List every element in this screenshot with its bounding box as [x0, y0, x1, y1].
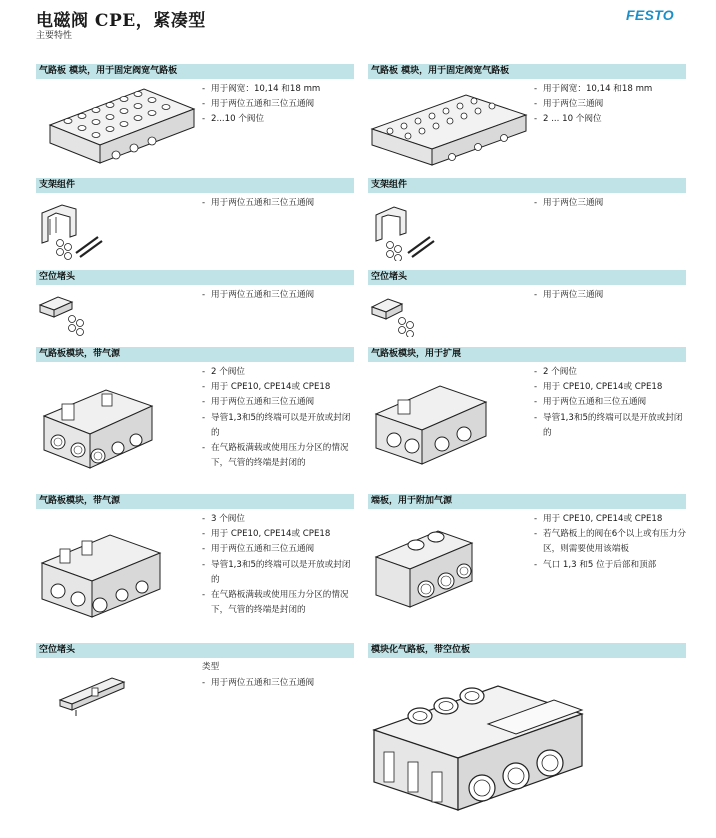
- section-heading: 气路板模块，带气源: [36, 347, 354, 362]
- feature-list: [202, 365, 354, 471]
- feature-list: [202, 196, 354, 211]
- section-heading: 气路板 模块，用于固定阀宽气路板: [368, 64, 686, 79]
- feature-list: [534, 196, 686, 211]
- festo-logo: FESTO: [626, 7, 674, 23]
- manifold-supply-image: [36, 364, 166, 484]
- section-blanking-plate-bar: [36, 643, 354, 723]
- section-bracket-kit-5-2: [36, 178, 354, 260]
- feature-item: - 用于阀宽：10,14 和18 mm: [534, 82, 686, 97]
- section-heading: 模块化气路板，带空位板: [368, 643, 686, 658]
- feature-item: - 用于两位三通阀: [534, 97, 686, 112]
- feature-item: - 用于 CPE10, CPE14或 CPE18: [202, 527, 354, 542]
- bracket-kit-image: [36, 195, 126, 261]
- section-heading: 空位堵头: [36, 643, 354, 658]
- feature-item: - 在气路板满载或使用压力分区的情况下，气管的终端是封闭的: [202, 588, 354, 618]
- section-end-plate-supply: [368, 494, 686, 638]
- manifold-extension-image: [368, 364, 498, 474]
- feature-list: [202, 676, 354, 691]
- manifold-block-image: [368, 81, 533, 173]
- feature-item: - 用于 CPE10, CPE14或 CPE18: [534, 380, 686, 395]
- modular-manifold-image: [368, 660, 686, 838]
- feature-item: - 用于 CPE10, CPE14或 CPE18: [534, 512, 686, 527]
- section-manifold-extension: [368, 347, 686, 487]
- feature-list: [202, 82, 354, 128]
- feature-item: - 导管1,3和5的终端可以是开放或封闭的: [534, 411, 686, 441]
- page-title: 电磁阀 CPE，紧凑型: [36, 11, 206, 31]
- section-bracket-kit-3-2: [368, 178, 686, 260]
- feature-item: - 2...10 个阀位: [202, 112, 354, 127]
- blanking-plate-image: [368, 287, 458, 337]
- section-heading: 气路板模块，带气源: [36, 494, 354, 509]
- section-blanking-plate-3-2: [368, 270, 686, 336]
- blanking-plate-image: [36, 287, 126, 337]
- feature-item: - 用于两位五通和三位五通阀: [202, 676, 354, 691]
- section-heading: 气路板 模块，用于固定阀宽气路板: [36, 64, 354, 79]
- section-blanking-plate-5-2: [36, 270, 354, 336]
- feature-list: [202, 512, 354, 618]
- manifold-block-image: [36, 81, 201, 173]
- section-modular-manifold-blank: [368, 643, 686, 838]
- feature-item: - 2 个阀位: [202, 365, 354, 380]
- feature-list: [534, 288, 686, 303]
- page-subtitle: 主要特性: [36, 31, 73, 41]
- feature-item: - 若气路板上的阀在6个以上或有压力分区，则需要使用该端板: [534, 527, 686, 557]
- feature-item: - 导管1,3和5的终端可以是开放或封闭的: [202, 411, 354, 441]
- section-heading: 支架组件: [36, 178, 354, 193]
- feature-item: - 气口 1,3 和5 位于后部和顶部: [534, 558, 686, 573]
- section-heading: 空位堵头: [36, 270, 354, 285]
- feature-item: - 用于两位五通和三位五通阀: [202, 196, 354, 211]
- blanking-plate-bar-image: [36, 660, 146, 720]
- feature-list: [534, 82, 686, 128]
- section-heading: 气路板模块，用于扩展: [368, 347, 686, 362]
- feature-item: - 用于两位三通阀: [534, 288, 686, 303]
- type-label: 类型: [202, 662, 220, 672]
- section-heading: 端板，用于附加气源: [368, 494, 686, 509]
- feature-item: - 3 个阀位: [202, 512, 354, 527]
- end-plate-image: [368, 511, 498, 621]
- feature-item: - 2 个阀位: [534, 365, 686, 380]
- feature-list: [202, 288, 354, 303]
- bracket-kit-image: [368, 195, 458, 261]
- feature-item: - 用于两位五通和三位五通阀: [534, 395, 686, 410]
- feature-item: - 用于两位五通和三位五通阀: [202, 542, 354, 557]
- feature-list: [534, 512, 686, 573]
- feature-item: - 用于两位五通和三位五通阀: [202, 288, 354, 303]
- section-heading: 支架组件: [368, 178, 686, 193]
- section-manifold-fixed-3-2: [368, 64, 686, 174]
- feature-list: [534, 365, 686, 441]
- feature-item: - 用于两位三通阀: [534, 196, 686, 211]
- feature-item: - 导管1,3和5的终端可以是开放或封闭的: [202, 558, 354, 588]
- manifold-supply-image: [36, 511, 176, 631]
- feature-item: - 用于阀宽：10,14 和18 mm: [202, 82, 354, 97]
- feature-item: - 用于两位五通和三位五通阀: [202, 97, 354, 112]
- feature-item: - 用于两位五通和三位五通阀: [202, 395, 354, 410]
- feature-item: - 在气路板满载或使用压力分区的情况下，气管的终端是封闭的: [202, 441, 354, 471]
- feature-item: - 用于 CPE10, CPE14或 CPE18: [202, 380, 354, 395]
- section-manifold-with-supply-3: [36, 494, 354, 638]
- section-heading: 空位堵头: [368, 270, 686, 285]
- feature-item: - 2 ... 10 个阀位: [534, 112, 686, 127]
- section-manifold-fixed-5-2: [36, 64, 354, 174]
- section-manifold-with-supply: [36, 347, 354, 487]
